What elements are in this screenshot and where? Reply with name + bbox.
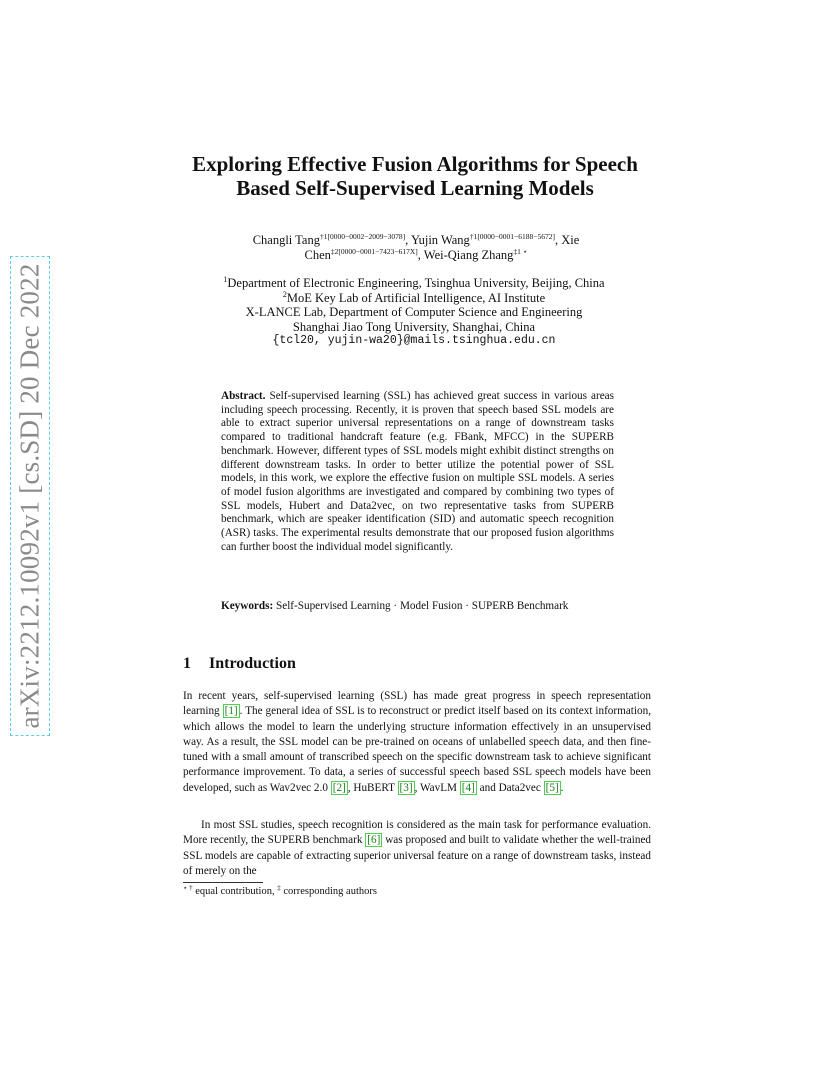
footnote-text: equal contribution, <box>192 886 278 897</box>
abstract-text: Self-supervised learning (SSL) has achieved great success in various areas including speech processing. Recently, it is proven that speech based SSL models are able to extract superior universal representations on a range of downstream tasks compared to traditional handcraft feature (e.g. FBank, MFCC) in the SUPERB benchmark. However, different types of SSL models might exhibit distinct strengths on different downstream tasks. In order to better utilize the potential power of SSL models, in this work, we explore the effective fusion on multiple SSL models. A series of model fusion algorithms are investigated and compared by combining two types of SSL models, Hubert and Data2vec, on two representative tasks from SUPERB benchmark, which are speaker identification (SID) and automatic speech recognition (ASR) tasks. The experimental results demonstrate that our proposed fusion algorithms can further boost the individual model significantly. <box>221 390 615 553</box>
footnote-mark: ⋆ † <box>183 884 193 892</box>
title-line-1: Exploring Effective Fusion Algorithms for Speech <box>192 152 638 176</box>
affiliation-line: X-LANCE Lab, Department of Computer Science and Engineering <box>245 305 583 319</box>
paragraph-text: , HuBERT <box>347 781 398 794</box>
author-name: Xie <box>561 233 580 247</box>
arxiv-id: arXiv:2212.10092v1 [cs.SD] 20 Dec 2022 <box>14 263 45 729</box>
affiliation-text: Department of Electronic Engineering, Tsinghua University, Beijing, China <box>227 276 605 290</box>
intro-paragraph-2 <box>183 818 651 879</box>
affiliation-sup: 1 <box>223 275 228 284</box>
footnote <box>183 885 377 898</box>
intro-paragraph-1 <box>183 689 651 796</box>
keywords <box>221 600 614 614</box>
section-number: 1 <box>183 655 191 672</box>
affiliation-text: MoE Key Lab of Artificial Intelligence, AI Institute <box>286 290 546 305</box>
arxiv-stamp[interactable] <box>10 256 50 736</box>
affiliation-line: Shanghai Jiao Tong University, Shanghai, China <box>292 319 536 334</box>
citation-link[interactable]: [5] <box>545 781 559 794</box>
author-name: Yujin Wang <box>410 233 470 247</box>
author-sup: ‡1 ⋆ <box>513 247 528 256</box>
footnote-rule <box>183 882 263 883</box>
section-title: Introduction <box>209 655 296 672</box>
abstract-label: Abstract. <box>221 390 266 402</box>
email-address[interactable]: {tcl20, yujin-wa20}@mails.tsinghua.edu.cn <box>272 334 556 347</box>
citation-link[interactable]: [4] <box>461 781 475 794</box>
paragraph-text: and Data2vec <box>476 781 544 794</box>
affiliations <box>180 276 648 349</box>
affiliation-line <box>180 276 648 291</box>
footnote-mark: ‡ <box>277 884 281 892</box>
author-name: Chen <box>304 248 331 262</box>
keywords-text: Self-Supervised Learning · Model Fusion · SUPERB Benchmark <box>276 600 569 612</box>
author-sup: ‡2[0000−0001−7423−617X] <box>330 247 418 256</box>
footnote-text: corresponding authors <box>280 886 377 897</box>
author-name: Wei-Qiang Zhang <box>423 248 514 262</box>
paragraph-text: was proposed and built to validate whether the well-trained SSL models are capable of extracting superior universal feature on a range of downstream tasks, instead of merely on the <box>183 834 651 877</box>
citation-link[interactable]: [6] <box>367 834 381 847</box>
paragraph-text: In most SSL studies, speech recognition is considered as the main task for performance evaluation. More recently, the SUPERB benchmark <box>183 819 651 847</box>
title-line-2: Based Self-Supervised Learning Models <box>236 176 594 200</box>
abstract <box>221 390 614 554</box>
paragraph-text: . <box>560 781 564 794</box>
paragraph-text: In recent years, self-supervised learning (SSL) has made great progress in speech representation learning <box>183 690 651 718</box>
affiliation-line <box>180 291 648 306</box>
affiliation-sup: 2 <box>282 289 287 299</box>
paragraph-text: , WavLM <box>414 781 460 794</box>
author-sup: †1[0000−0001−6188−5672] <box>469 232 555 241</box>
keywords-label: Keywords: <box>221 600 274 612</box>
citation-link[interactable]: [2] <box>332 781 346 794</box>
citation-link[interactable]: [3] <box>399 781 413 794</box>
author-name: Changli Tang <box>252 233 320 247</box>
author-list: Changli Tang$^{\dagger 1[0000-0002-2009-3078]}$, Yujin Wang$^{\dagger 1[0000-0001-6188-5672]}$, Xie Chen$^{\ddagger 2[0000-0001-7423-617X]}$, Wei-Qiang Zhang$^{\ddagger 1 ⋆}$ <box>252 232 580 262</box>
section-heading <box>183 655 296 673</box>
paragraph-text: . The general idea of SSL is to reconstruct or predict itself based on its context information, which allows the model to learn the underlying structure information effectively in an unsupervised way. As a result, the SSL model can be pre-trained on oceans of unlabelled speech data, and then fine-tuned with a small amount of transcribed speech on the specific downstream task to achieve significant performance improvement. To data, a series of successful speech based SSL speech models have been developed, such as Wav2vec 2.0 <box>183 705 651 794</box>
author-sup: †1[0000−0002−2009−3078] <box>319 232 406 241</box>
paper-title <box>150 152 680 200</box>
citation-link[interactable]: [1] <box>224 705 238 718</box>
